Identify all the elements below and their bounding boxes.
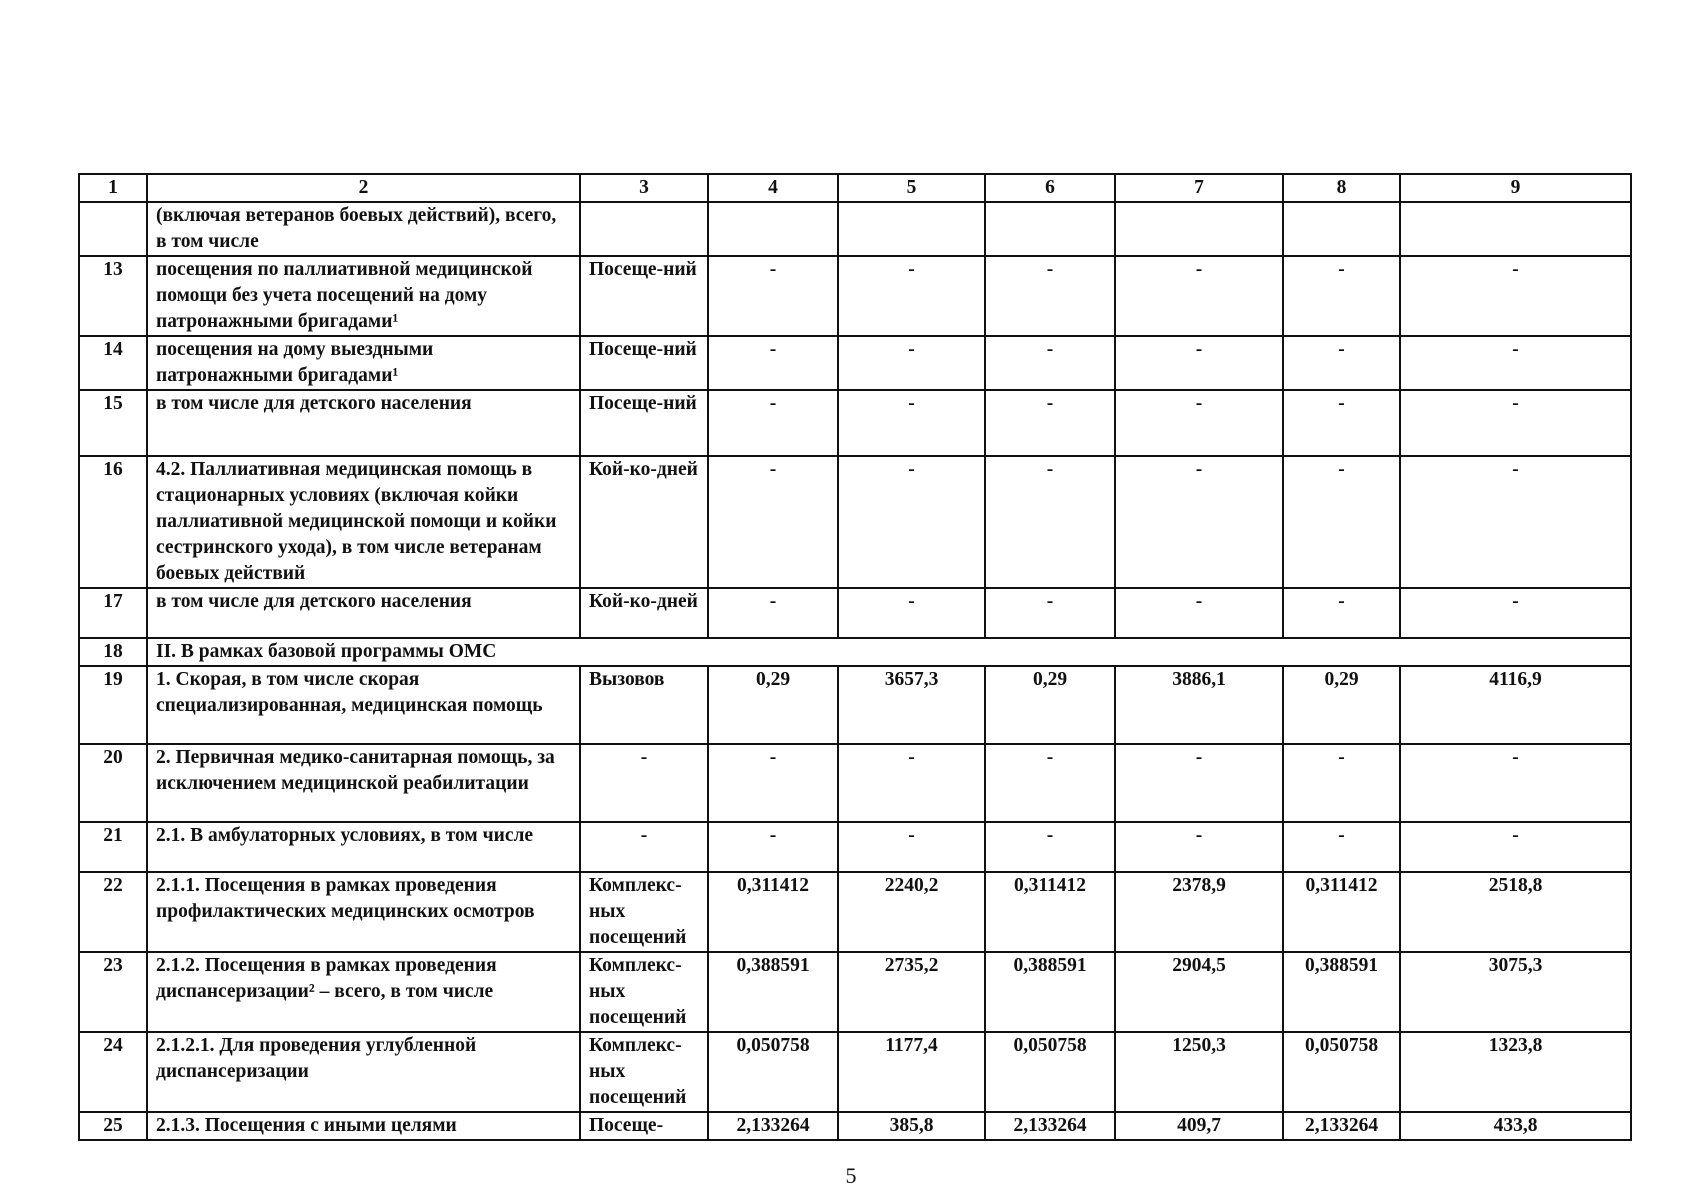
value-cell: - [1115,336,1283,390]
unit-cell: Кой-ко-дней [580,588,708,638]
value-cell: - [1115,822,1283,872]
value-cell: - [708,744,838,822]
value-cell: 3075,3 [1400,952,1631,1032]
value-cell: - [838,336,985,390]
unit-cell: Посеще-ний [580,256,708,336]
value-cell: 0,388591 [985,952,1115,1032]
unit-cell: Посеще-ний [580,390,708,456]
row-number-cell: 17 [79,588,147,638]
value-cell: 0,29 [1283,666,1400,744]
value-cell: - [1400,256,1631,336]
unit-cell: - [580,822,708,872]
value-cell: - [1283,588,1400,638]
row-number-cell: 19 [79,666,147,744]
description-cell: 2.1.2. Посещения в рамках проведения диспансеризации² – всего, в том числе [147,952,580,1032]
value-cell [985,202,1115,256]
header-cell: 1 [79,174,147,202]
description-cell: 4.2. Паллиативная медицинская помощь в стационарных условиях (включая койки паллиативной медицинской помощи и койки сестринского ухода), в том числе ветеранам боевых действий [147,456,580,588]
description-cell: в том числе для детского населения [147,588,580,638]
value-cell: - [1115,456,1283,588]
value-cell: 385,8 [838,1112,985,1140]
value-cell [708,202,838,256]
value-cell: - [985,588,1115,638]
description-cell: (включая ветеранов боевых действий), всего, в том числе [147,202,580,256]
description-cell: посещения по паллиативной медицинской помощи без учета посещений на дому патронажными бригадами¹ [147,256,580,336]
unit-cell: Вызовов [580,666,708,744]
value-cell: - [1115,390,1283,456]
table-row [79,588,1631,638]
table-row [79,336,1631,390]
description-cell: 2.1.2.1. Для проведения углубленной диспансеризации [147,1032,580,1112]
value-cell: - [985,390,1115,456]
value-cell: 0,311412 [708,872,838,952]
value-cell: 0,388591 [1283,952,1400,1032]
value-cell: 0,29 [708,666,838,744]
value-cell: - [1115,744,1283,822]
header-cell: 9 [1400,174,1631,202]
table-row [79,638,1631,666]
value-cell: - [708,390,838,456]
table-row [79,1112,1631,1140]
header-cell: 5 [838,174,985,202]
row-number-cell: 21 [79,822,147,872]
row-number-cell: 22 [79,872,147,952]
header-cell: 6 [985,174,1115,202]
value-cell: 0,050758 [1283,1032,1400,1112]
description-cell: 2.1.3. Посещения с иными целями [147,1112,580,1140]
value-cell: - [1115,588,1283,638]
value-cell: - [985,336,1115,390]
value-cell: 2904,5 [1115,952,1283,1032]
row-number-cell: 15 [79,390,147,456]
row-number-cell: 25 [79,1112,147,1140]
description-cell: 1. Скорая, в том числе скорая специализированная, медицинская помощь [147,666,580,744]
value-cell: 4116,9 [1400,666,1631,744]
value-cell: 2378,9 [1115,872,1283,952]
unit-cell: Комплекс-ных посещений [580,872,708,952]
value-cell: - [1115,256,1283,336]
value-cell: 1250,3 [1115,1032,1283,1112]
description-cell: посещения на дому выездными патронажными бригадами¹ [147,336,580,390]
value-cell: - [1400,822,1631,872]
value-cell: 2,133264 [708,1112,838,1140]
value-cell: - [985,822,1115,872]
table-row [79,822,1631,872]
table-row [79,456,1631,588]
value-cell: - [838,822,985,872]
description-cell: в том числе для детского населения [147,390,580,456]
value-cell: - [1283,336,1400,390]
row-number-cell: 14 [79,336,147,390]
value-cell: 2518,8 [1400,872,1631,952]
unit-cell: Комплекс-ных посещений [580,952,708,1032]
value-cell: 0,311412 [1283,872,1400,952]
value-cell: 0,29 [985,666,1115,744]
header-cell: 4 [708,174,838,202]
value-cell: - [1283,822,1400,872]
value-cell [838,202,985,256]
value-cell: - [708,588,838,638]
table-row [79,744,1631,822]
value-cell: 3886,1 [1115,666,1283,744]
value-cell: - [1283,456,1400,588]
value-cell: 0,050758 [985,1032,1115,1112]
value-cell [1283,202,1400,256]
value-cell: - [708,456,838,588]
value-cell: - [985,744,1115,822]
row-number-cell: 16 [79,456,147,588]
table-row [79,1032,1631,1112]
description-cell: 2.1. В амбулаторных условиях, в том числе [147,822,580,872]
table-row [79,952,1631,1032]
table-body [79,174,1631,1140]
value-cell: - [838,256,985,336]
description-cell: 2. Первичная медико-санитарная помощь, за исключением медицинской реабилитации [147,744,580,822]
value-cell: - [708,256,838,336]
value-cell: 0,388591 [708,952,838,1032]
unit-cell: Посеще- [580,1112,708,1140]
unit-cell: Комплекс-ных посещений [580,1032,708,1112]
unit-cell: Посеще-ний [580,336,708,390]
value-cell: 3657,3 [838,666,985,744]
value-cell: 2,133264 [1283,1112,1400,1140]
description-cell: 2.1.1. Посещения в рамках проведения профилактических медицинских осмотров [147,872,580,952]
value-cell: - [1400,744,1631,822]
value-cell: 2,133264 [985,1112,1115,1140]
value-cell: - [708,336,838,390]
value-cell [1400,202,1631,256]
value-cell: - [1400,588,1631,638]
table-row [79,872,1631,952]
value-cell: - [838,744,985,822]
value-cell: 409,7 [1115,1112,1283,1140]
value-cell: - [1400,390,1631,456]
table-row [79,256,1631,336]
value-cell: - [985,256,1115,336]
row-number-cell: 24 [79,1032,147,1112]
value-cell: - [1400,336,1631,390]
value-cell: - [1400,456,1631,588]
data-table [78,173,1632,1141]
value-cell: 0,311412 [985,872,1115,952]
row-number-cell: 20 [79,744,147,822]
unit-cell [580,202,708,256]
value-cell: 433,8 [1400,1112,1631,1140]
value-cell: 1323,8 [1400,1032,1631,1112]
value-cell: 2240,2 [838,872,985,952]
table-row [79,202,1631,256]
value-cell: - [838,588,985,638]
value-cell: 1177,4 [838,1032,985,1112]
row-number-cell [79,202,147,256]
unit-cell: Кой-ко-дней [580,456,708,588]
value-cell: - [1283,744,1400,822]
table-row [79,666,1631,744]
header-cell: 7 [1115,174,1283,202]
unit-cell: - [580,744,708,822]
value-cell: - [838,456,985,588]
value-cell: - [985,456,1115,588]
header-cell: 3 [580,174,708,202]
value-cell: 2735,2 [838,952,985,1032]
value-cell [1115,202,1283,256]
header-row [79,174,1631,202]
value-cell: - [1283,256,1400,336]
header-cell: 8 [1283,174,1400,202]
row-number-cell: 23 [79,952,147,1032]
value-cell: - [838,390,985,456]
table-row [79,390,1631,456]
value-cell: 0,050758 [708,1032,838,1112]
header-cell: 2 [147,174,580,202]
row-number-cell: 13 [79,256,147,336]
section-title-cell: II. В рамках базовой программы ОМС [147,638,1631,666]
value-cell: - [1283,390,1400,456]
value-cell: - [708,822,838,872]
page-number: 5 [845,1163,857,1188]
row-number-cell: 18 [79,638,147,666]
